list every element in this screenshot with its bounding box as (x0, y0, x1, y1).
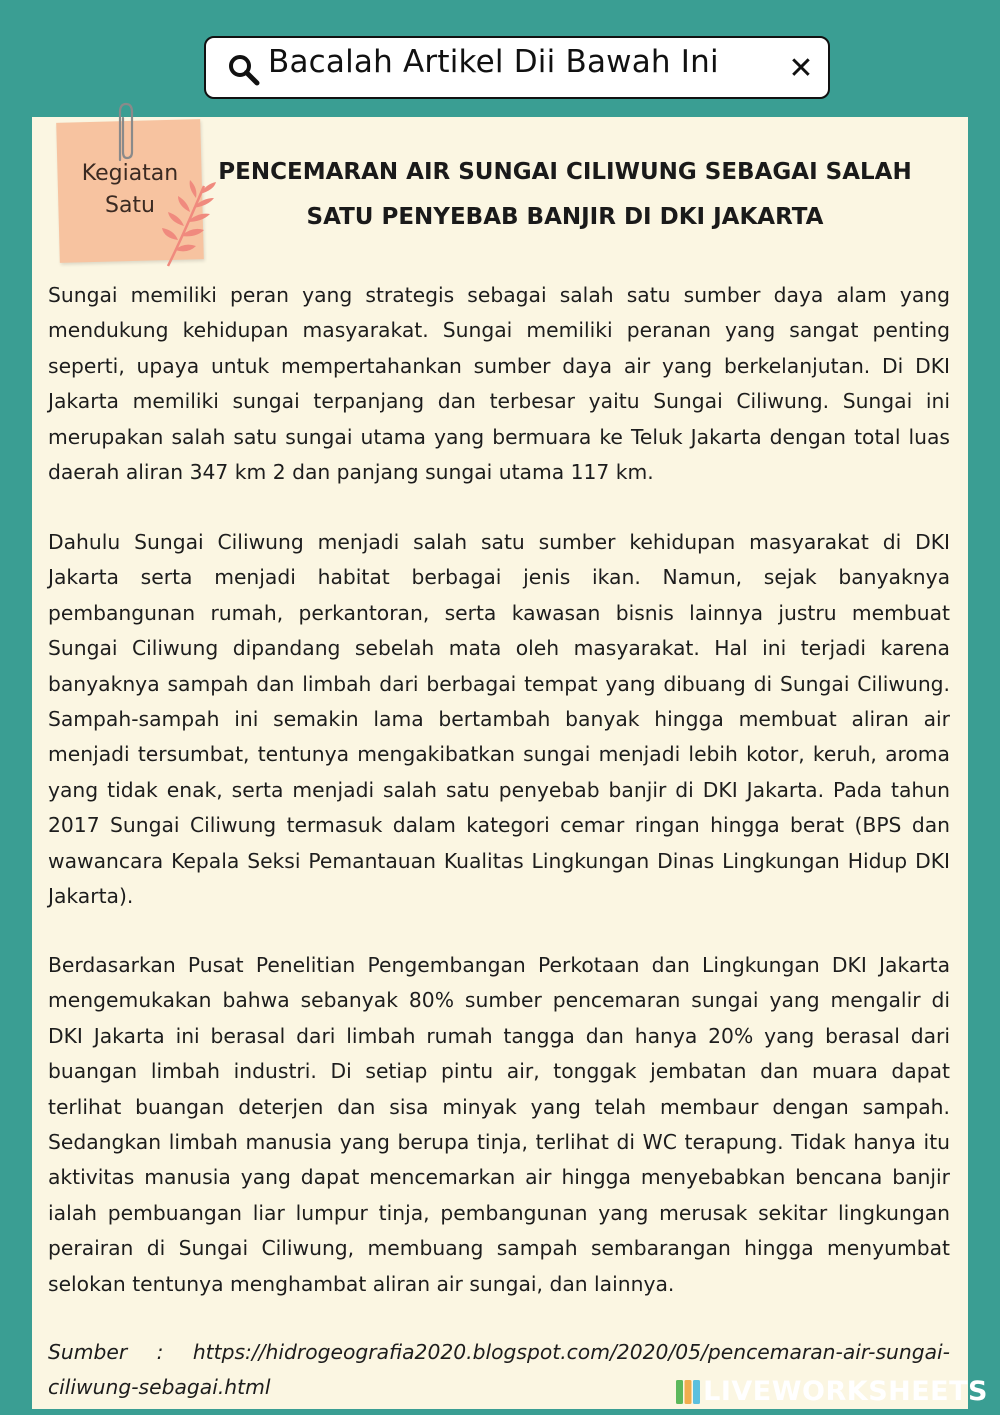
leaf-icon (160, 178, 220, 270)
activity-label-line1: Kegiatan (81, 161, 179, 186)
paragraph-1: Sungai memiliki peran yang strategis sebagai salah satu sumber daya alam yang mendukung kehidupan masyarakat. Sungai memiliki peranan yang sangat penting seperti, upaya untuk mempertahankan sumber daya air yang berkelanjutan. Di DKI Jakarta memiliki sungai terpanjang dan terbesar yaitu Sungai Ciliwung. Sungai ini merupakan salah satu sungai utama yang bermuara ke Teluk Jakarta dengan total luas daerah aliran 347 km 2 dan panjang sungai utama 117 km. (48, 283, 950, 485)
paragraph-3: Berdasarkan Pusat Penelitian Pengembangan Perkotaan dan Lingkungan DKI Jakarta mengemukakan bahwa sebanyak 80% sumber pencemaran sungai yang mengalir di DKI Jakarta ini berasal dari limbah rumah tangga dan hanya 20% yang berasal dari buangan limbah industri. Di setiap pintu air, tonggak jembatan dan muara dapat terlihat buangan deterjen dan sisa minyak yang telah membaur dengan sampah. Sedangkan limbah manusia yang berupa tinja, terlihat di WC terapung. Tidak hanya itu aktivitas manusia yang dapat mencemarkan air hingga menyebabkan bencana banjir ialah pembuangan liar lumpur tinja, pembangunan yang merusak sekitar lingkungan perairan di Sungai Ciliwung, membuang sampah sembarangan hingga menyumbat selokan tentunya menghambat aliran air sungai, dan lainnya. (48, 953, 950, 1296)
paragraph-2: Dahulu Sungai Ciliwung menjadi salah satu sumber kehidupan masyarakat di DKI Jakarta serta menjadi habitat berbagai jenis ikan. Namun, sejak banyaknya pembangunan rumah, perkantoran, serta kawasan bisnis lainnya justru membuat Sungai Ciliwung dipandang sebelah mata oleh masyarakat. Hal ini terjadi karena banyaknya sampah dan limbah dari berbagai tempat yang dibuang di Sungai Ciliwung. Sampah-sampah ini semakin lama bertambah banyak hingga membuat aliran air menjadi tersumbat, tentunya mengakibatkan sungai menjadi lebih kotor, keruh, aroma yang tidak enak, serta menjadi salah satu penyebab banjir di DKI Jakarta. Pada tahun 2017 Sungai Ciliwung termasuk dalam kategori cemar ringan hingga berat (BPS dan wawancara Kepala Seksi Pemantauan Kualitas Lingkungan Dinas Lingkungan Hidup DKI Jakarta). (48, 530, 950, 909)
search-icon (226, 52, 262, 88)
title-line1: PENCEMARAN AIR SUNGAI CILIWUNG SEBAGAI SALAH (218, 159, 912, 185)
liveworksheets-logo-icon (675, 1379, 701, 1405)
brand-name: LIVEWORKSHEETS (703, 1376, 988, 1407)
activity-label-line2: Satu (104, 193, 155, 218)
close-icon[interactable]: ✕ (788, 51, 814, 86)
search-text: Bacalah Artikel Dii Bawah Ini (268, 44, 719, 80)
source-citation: Sumber : https://hidrogeografia2020.blogspot.com/2020/05/pencemaran-air-sungai-ciliwung-sebagai.html (48, 1340, 950, 1400)
search-bar[interactable] (204, 36, 830, 99)
article-title (215, 150, 915, 240)
title-line2: SATU PENYEBAB BANJIR DI DKI JAKARTA (306, 204, 824, 230)
liveworksheets-brand (675, 1376, 988, 1407)
